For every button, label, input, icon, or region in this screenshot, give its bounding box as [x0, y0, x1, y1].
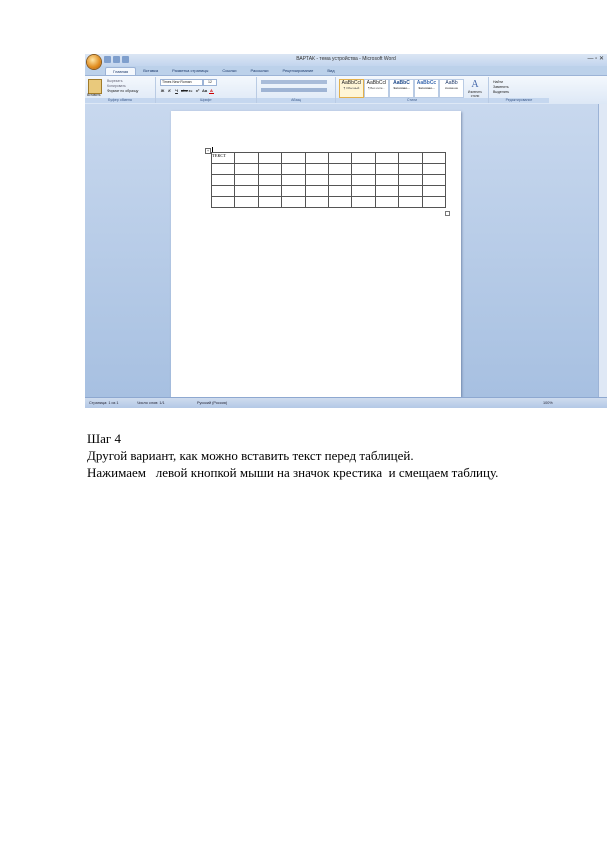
- table-cell[interactable]: [375, 153, 398, 164]
- table-cell[interactable]: [375, 175, 398, 186]
- table-cell[interactable]: [399, 153, 422, 164]
- table-cell[interactable]: [212, 186, 235, 197]
- table-cell[interactable]: [305, 153, 328, 164]
- table-cell[interactable]: [375, 164, 398, 175]
- table-cell[interactable]: [305, 164, 328, 175]
- select-button[interactable]: Выделить: [493, 90, 510, 94]
- step-title: Шаг 4: [87, 431, 121, 446]
- title-bar: [85, 54, 607, 66]
- table-cell[interactable]: [235, 153, 258, 164]
- caption-line-1: Другой вариант, как можно вставить текст перед таблицей.: [87, 448, 414, 463]
- table-cell[interactable]: [399, 197, 422, 208]
- table-cell[interactable]: [305, 186, 328, 197]
- tab-references[interactable]: Ссылки: [222, 68, 237, 73]
- window-title: ВАРТАК - тема устройства - Microsoft Word: [296, 56, 396, 62]
- table-cell[interactable]: [422, 164, 445, 175]
- table-cell[interactable]: [352, 197, 375, 208]
- table-cell[interactable]: [212, 197, 235, 208]
- table-cell[interactable]: [375, 186, 398, 197]
- paragraph-group: [257, 77, 336, 103]
- subscript-button[interactable]: x₂: [188, 88, 193, 93]
- table-row: [212, 153, 446, 164]
- table-resize-handle-icon[interactable]: [445, 211, 450, 216]
- caption: [87, 430, 567, 481]
- status-language[interactable]: Русский (Россия): [197, 401, 228, 405]
- paste-icon[interactable]: [88, 79, 102, 94]
- table-cell[interactable]: [282, 153, 305, 164]
- table-cell[interactable]: [375, 197, 398, 208]
- table-cell[interactable]: [328, 175, 351, 186]
- font-group: [156, 77, 257, 103]
- table-cell[interactable]: ТЕКСТ: [212, 153, 235, 164]
- table-cell[interactable]: [352, 186, 375, 197]
- table-cell[interactable]: [258, 164, 281, 175]
- change-styles-icon: A: [471, 79, 479, 90]
- styles-group-label: Стили: [336, 98, 488, 103]
- strikethrough-button[interactable]: abc: [181, 88, 188, 93]
- table-cell[interactable]: [258, 153, 281, 164]
- table-cell[interactable]: [328, 153, 351, 164]
- styles-group: [336, 77, 489, 103]
- table-cell[interactable]: [235, 164, 258, 175]
- document-table[interactable]: [211, 152, 446, 208]
- font-size-select[interactable]: 12: [203, 79, 217, 86]
- document-workspace: [85, 104, 607, 397]
- tab-view[interactable]: Вид: [327, 68, 335, 73]
- style-normal[interactable]: AaBbCcI ¶ Обычный: [339, 79, 364, 98]
- table-row: [212, 175, 446, 186]
- table-cell[interactable]: [399, 186, 422, 197]
- table-cell[interactable]: [235, 186, 258, 197]
- table-cell[interactable]: [305, 197, 328, 208]
- table-cell[interactable]: [352, 175, 375, 186]
- font-format-buttons: [160, 88, 214, 94]
- table-cell[interactable]: [328, 197, 351, 208]
- tab-review[interactable]: Рецензирование: [282, 68, 314, 73]
- superscript-button[interactable]: x²: [195, 88, 200, 93]
- style-heading-2[interactable]: AaBbCc Заголово...: [414, 79, 439, 98]
- vertical-scrollbar[interactable]: [598, 104, 607, 397]
- table-row: [212, 197, 446, 208]
- status-bar: [85, 397, 607, 408]
- underline-button[interactable]: Ч: [175, 88, 178, 93]
- editing-group-label: Редактирование: [489, 98, 549, 103]
- table-cell[interactable]: [305, 175, 328, 186]
- table-cell[interactable]: [235, 175, 258, 186]
- table-cell[interactable]: [422, 197, 445, 208]
- window-controls[interactable]: — ▫ ✕: [587, 56, 604, 62]
- table-cell[interactable]: [282, 164, 305, 175]
- table-cell[interactable]: [282, 175, 305, 186]
- paragraph-list-buttons[interactable]: [261, 80, 327, 84]
- clipboard-group-label: Буфер обмена: [85, 98, 155, 103]
- table-cell[interactable]: [422, 175, 445, 186]
- table-cell[interactable]: [258, 175, 281, 186]
- table-cell[interactable]: [258, 197, 281, 208]
- table-cell[interactable]: [352, 164, 375, 175]
- paste-button-label[interactable]: Вставить: [87, 93, 101, 97]
- change-case-button[interactable]: Aa: [202, 88, 208, 93]
- table-cell[interactable]: [212, 175, 235, 186]
- table-cell[interactable]: [282, 186, 305, 197]
- style-no-spacing[interactable]: AaBbCcI ¶ Без инте...: [364, 79, 389, 98]
- table-cell[interactable]: [399, 175, 422, 186]
- tab-mailings[interactable]: Рассылки: [250, 68, 269, 73]
- table-cell[interactable]: [328, 164, 351, 175]
- clipboard-group: [85, 77, 156, 103]
- table-cell[interactable]: [282, 197, 305, 208]
- paragraph-group-label: Абзац: [257, 98, 335, 103]
- table-cell[interactable]: [352, 153, 375, 164]
- italic-button[interactable]: К: [168, 88, 171, 93]
- status-zoom[interactable]: 100%: [543, 401, 553, 405]
- tab-home[interactable]: Главная: [105, 67, 136, 75]
- table-cell[interactable]: [235, 197, 258, 208]
- format-painter-button[interactable]: Формат по образцу: [107, 89, 139, 93]
- table-cell[interactable]: [422, 186, 445, 197]
- change-styles-button[interactable]: A Изменить стили: [467, 79, 483, 98]
- word-screenshot: [85, 54, 607, 407]
- cut-button[interactable]: Вырезать: [107, 79, 123, 83]
- copy-button[interactable]: Копировать: [107, 84, 126, 88]
- table-row: [212, 186, 446, 197]
- find-button[interactable]: Найти: [493, 80, 503, 84]
- font-group-label: Шрифт: [156, 98, 256, 103]
- table-cell[interactable]: [328, 186, 351, 197]
- table-cell[interactable]: [399, 164, 422, 175]
- style-title[interactable]: AaBb Название: [439, 79, 464, 98]
- table-cell[interactable]: [258, 186, 281, 197]
- font-color-button[interactable]: A: [210, 88, 213, 93]
- replace-button[interactable]: Заменить: [493, 85, 509, 89]
- table-row: [212, 164, 446, 175]
- font-name-select[interactable]: Times New Roman: [160, 79, 203, 86]
- status-words[interactable]: Число слов: 1/1: [137, 401, 165, 405]
- paragraph-align-buttons[interactable]: [261, 88, 327, 92]
- ribbon-tabs: [105, 67, 342, 75]
- bold-button[interactable]: Ж: [160, 88, 165, 93]
- table-cell[interactable]: [422, 153, 445, 164]
- table-cell[interactable]: [212, 164, 235, 175]
- document-page[interactable]: [171, 111, 461, 397]
- ribbon: [85, 75, 607, 105]
- caption-line-2: Нажимаем левой кнопкой мыши на значок крестика и смещаем таблицу.: [87, 465, 499, 480]
- status-page[interactable]: Страница: 1 из 1: [89, 401, 119, 405]
- editing-group: [489, 77, 549, 103]
- style-heading-1[interactable]: AaBbC Заголово...: [389, 79, 414, 98]
- tab-page-layout[interactable]: Разметка страницы: [172, 68, 209, 73]
- table-move-handle-icon[interactable]: +: [206, 148, 210, 153]
- tab-insert[interactable]: Вставка: [143, 68, 159, 73]
